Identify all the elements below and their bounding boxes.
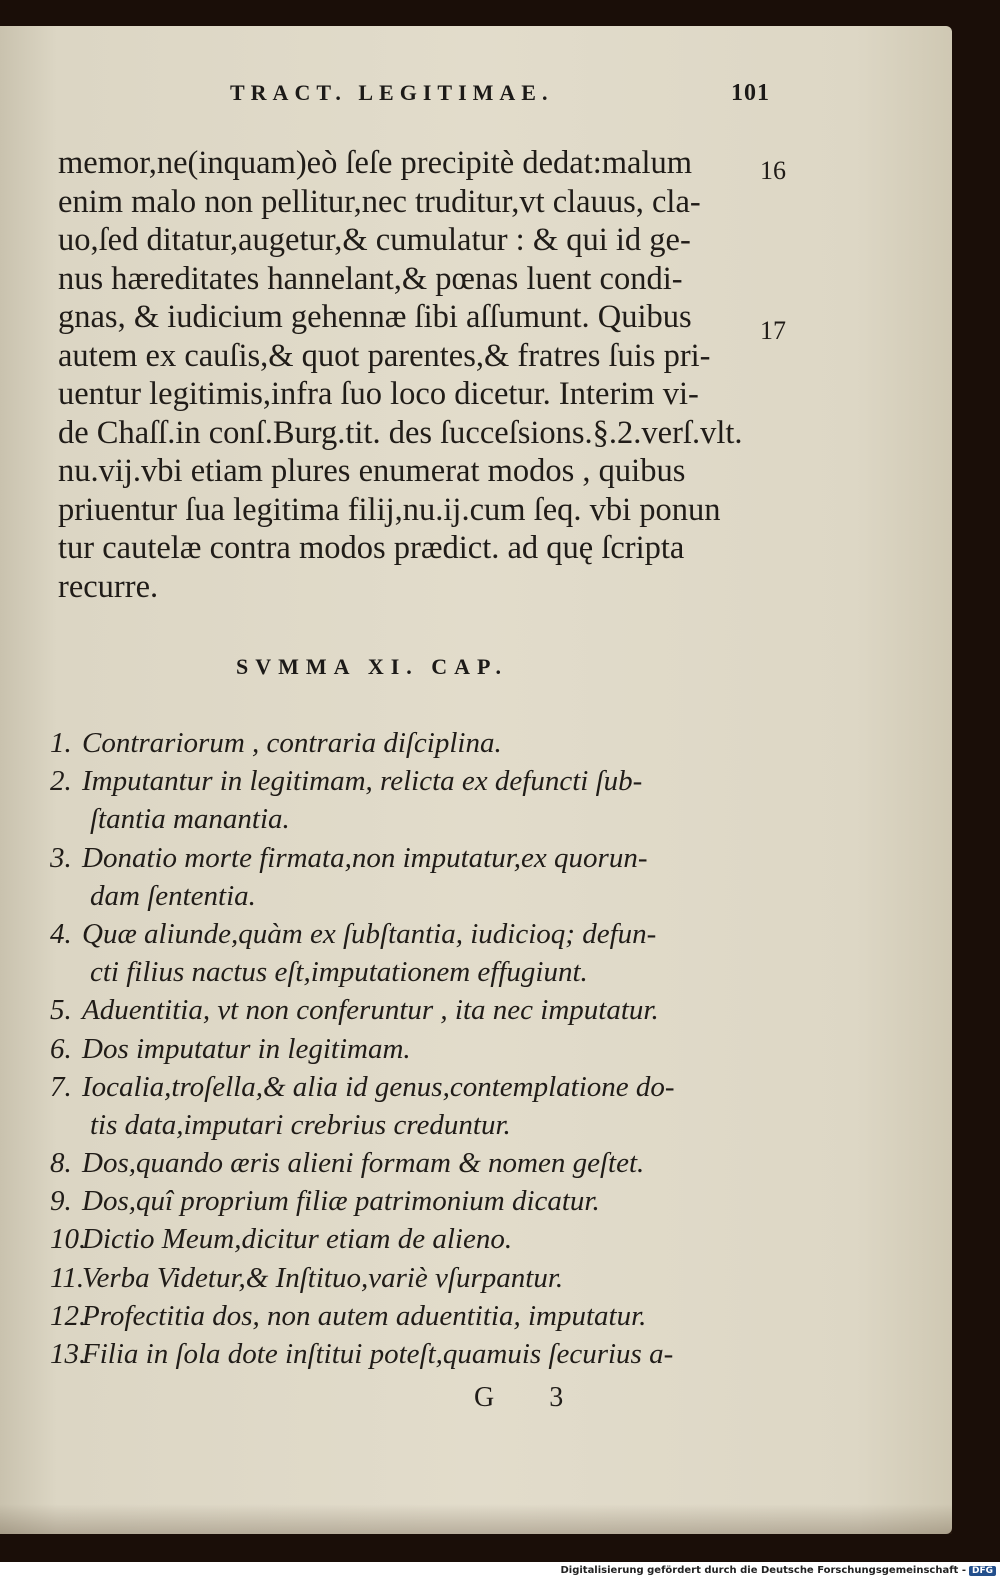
summary-list [50,724,770,1373]
item-number: 4. [50,917,72,950]
item-text: Aduentitia, vt non conferuntur , ita nec imputatur. [82,994,659,1027]
list-item [50,1030,770,1068]
item-number: 2. [50,765,72,798]
footer-text: Digitalisierung gefördert durch die Deutsche Forschungsgemeinschaft - [560,1565,966,1576]
list-item-continuation: cti filius nactus eſt,imputationem effugiunt. [90,956,588,989]
item-text: Iocalia,troſella,& alia id genus,contemplatione do- [82,1070,675,1103]
item-number: 9. [50,1185,72,1218]
running-head: TRACT. LEGITIMAE. [230,80,554,105]
item-number: 12. [50,1299,87,1332]
margin-number: 17 [760,316,786,345]
text-line: recurre. [58,568,159,605]
list-item [50,1068,770,1106]
list-item [50,839,770,877]
item-number: 7. [50,1070,72,1103]
item-text: Filia in ſola dote inſtitui poteſt,quamuis ſecurius a- [82,1338,674,1370]
item-number: 1. [50,727,72,759]
margin-number: 16 [760,156,786,185]
list-item [50,1297,770,1335]
page-header [230,80,770,114]
list-item [50,991,770,1029]
item-text: Dos,quando æris alieni formam & nomen geſtet. [82,1147,645,1180]
list-item [50,1220,770,1258]
text-line: priuentur ſua legitima filij,nu.ij.cum ſeq. vbi ponun [58,491,721,528]
list-item-continuation: tis data,imputari crebrius creduntur. [90,1108,511,1141]
text-line: uo,ſed ditatur,augetur,& cumulatur : & qui id ge- [58,222,691,258]
item-text: Imputantur in legitimam, relicta ex defuncti ſub- [82,765,643,798]
list-item [50,915,770,953]
item-text: Dos,quî proprium filiæ patrimonium dicatur. [82,1185,600,1218]
item-text: Profectitia dos, non autem aduentitia, imputatur. [82,1299,647,1332]
text-line: uentur legitimis,infra ſuo loco dicetur. Interim vi- [58,376,699,412]
text-line: memor,ne(inquam)eò ſeſe precipitè dedat:malum [58,145,693,181]
list-item [50,1182,770,1220]
item-number: 6. [50,1032,72,1065]
list-item [50,762,770,800]
text-line: enim malo non pellitur,nec truditur,vt clauus, cla- [58,183,701,220]
item-text: Quæ aliunde,quàm ex ſubſtantia, iudicioq; defun- [82,917,657,950]
page-number: 101 [731,80,770,106]
body-paragraph [58,144,758,606]
dfg-logo-icon: DFG [969,1566,996,1576]
digitization-footer [560,1565,996,1579]
text-line: tur cautelæ contra modos prædict. ad quę ſcripta [58,530,685,566]
item-text: Donatio morte firmata,non imputatur,ex quorun- [82,841,648,874]
item-number: 5. [50,994,72,1027]
text-line: autem ex cauſis,& quot parentes,& fratres ſuis pri- [58,337,711,374]
item-number: 10. [50,1223,87,1256]
list-item [50,724,770,762]
list-item [50,1259,770,1297]
item-number: 8. [50,1147,72,1180]
item-number: 13. [50,1338,87,1370]
item-text: Dos imputatur in legitimam. [82,1032,411,1065]
text-line: nus hæreditates hannelant,& pœnas luent condi- [58,260,683,297]
book-page [0,26,952,1534]
text-line: nu.vij.vbi etiam plures enumerat modos , quibus [58,453,686,489]
list-item [50,1144,770,1182]
list-item-continuation: dam ſententia. [90,879,256,912]
item-text: Dictio Meum,dicitur etiam de alieno. [82,1223,513,1256]
text-line: de Chaſſ.in conſ.Burg.tit. des ſucceſsions.§.2.verſ.vlt. [58,414,743,451]
list-item-continuation: ſtantia manantia. [90,803,290,836]
item-text: Verba Videtur,& Inſtituo,variè vſurpantur. [82,1261,564,1294]
text-line: gnas, & iudicium gehennæ ſibi aſſumunt. Quibus [58,299,692,335]
section-heading: SVMMA XI. CAP. [236,654,508,679]
item-number: 3. [50,841,72,874]
list-item [50,1335,770,1373]
item-text: Contrariorum , contraria diſciplina. [82,727,502,759]
signature-mark: G 3 [474,1382,588,1413]
item-number: 11. [50,1261,85,1294]
